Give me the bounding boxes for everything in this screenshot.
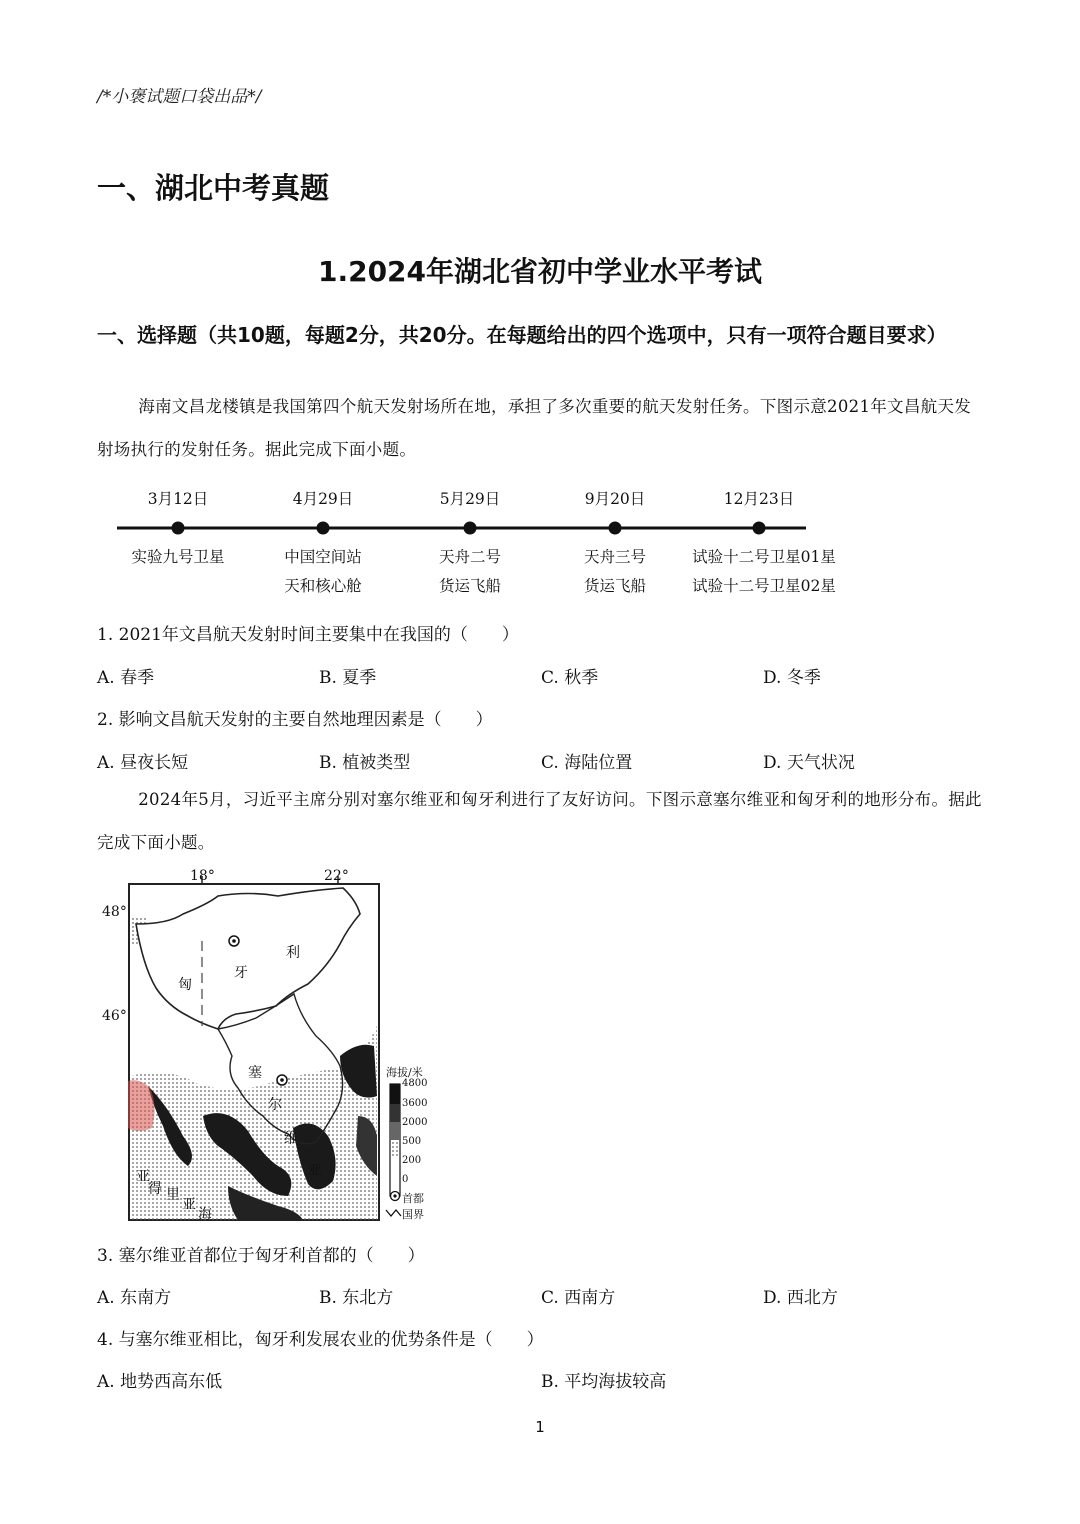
map-lat-46: 46° (102, 1008, 127, 1024)
question-1-option-c[interactable]: C. 秋季 (541, 668, 599, 688)
legend-value-4800: 4800 (402, 1078, 428, 1089)
timeline-label-4-line1: 天舟三号 (583, 548, 646, 566)
map-adriatic-char-2: 得 (148, 1181, 162, 1197)
question-2-option-c[interactable]: C. 海陆位置 (541, 753, 633, 773)
map-hungary-char-3: 利 (286, 945, 300, 961)
exam-title: 1.2024年湖北省初中学业水平考试 (317, 255, 763, 288)
part-title: 一、选择题（共10题，每题2分，共20分。在每题给出的四个选项中，只有一项符合题目要求） (97, 323, 947, 347)
question-3-stem: 3. 塞尔维亚首都位于匈牙利首都的（ ） (97, 1246, 425, 1266)
watermark-text: /*小褒试题口袋出品*/ (97, 87, 262, 107)
question-3-option-d[interactable]: D. 西北方 (763, 1288, 838, 1308)
timeline-label-4-line2: 货运飞船 (583, 577, 646, 595)
map-hungary-char-1: 匈 (178, 977, 192, 993)
map-adriatic-char-1: 亚 (136, 1169, 150, 1185)
legend-value-500: 500 (402, 1136, 422, 1147)
legend-value-0: 0 (402, 1174, 409, 1185)
question-1-option-a[interactable]: A. 春季 (97, 668, 155, 688)
timeline-label-5 (679, 543, 849, 601)
legend-border-label: 国界 (402, 1208, 424, 1221)
question-4-option-b[interactable]: B. 平均海拔较高 (541, 1372, 667, 1392)
question-3-option-b[interactable]: B. 东北方 (319, 1288, 394, 1308)
legend-title: 海拔/米 (386, 1066, 423, 1079)
map-serbia-char-2: 尔 (268, 1097, 282, 1113)
timeline-dot-1 (172, 522, 185, 535)
timeline-label-3-line1: 天舟二号 (438, 548, 501, 566)
question-2-stem: 2. 影响文昌航天发射的主要自然地理因素是（ ） (97, 710, 493, 730)
question-3-option-c[interactable]: C. 西南方 (541, 1288, 616, 1308)
timeline-date-4: 9月20日 (584, 490, 646, 508)
timeline-label-2-line1: 中国空间站 (284, 548, 362, 566)
section-title: 一、湖北中考真题 (97, 171, 330, 205)
map-lon-22: 22° (324, 868, 349, 884)
timeline-dot-3 (464, 522, 477, 535)
timeline-dot-4 (609, 522, 622, 535)
timeline-date-3: 5月29日 (439, 490, 501, 508)
question-1-stem: 1. 2021年文昌航天发射时间主要集中在我国的（ ） (97, 625, 519, 645)
timeline-label-5-line2: 试验十二号卫星02星 (692, 577, 836, 595)
map-lat-48: 48° (102, 904, 127, 920)
map-serbia-char-3: 维 (284, 1131, 298, 1147)
page-number: 1 (535, 1418, 545, 1436)
question-2-option-b[interactable]: B. 植被类型 (319, 753, 411, 773)
map-adriatic-char-3: 里 (166, 1187, 180, 1203)
question-2-option-a[interactable]: A. 昼夜长短 (97, 753, 189, 773)
passage-1: 海南文昌龙楼镇是我国第四个航天发射场所在地，承担了多次重要的航天发射任务。下图示意2021年文昌航天发射场执行的发射任务。据此完成下面小题。 (97, 397, 972, 459)
question-4-option-a[interactable]: A. 地势西高东低 (97, 1372, 223, 1392)
timeline-label-2-line2: 天和核心舱 (284, 577, 362, 595)
timeline-label-5-line1: 试验十二号卫星01星 (692, 548, 836, 566)
map-serbia-char-4: 亚 (308, 1163, 322, 1179)
timeline-date-2: 4月29日 (292, 490, 354, 508)
legend-capital-label: 首都 (402, 1192, 424, 1205)
question-2-option-d[interactable]: D. 天气状况 (763, 753, 855, 773)
map-lon-18: 18° (190, 868, 215, 884)
terrain-map-graphic (128, 866, 428, 1226)
map-adriatic-char-5: 海 (198, 1207, 212, 1223)
timeline-dot-5 (753, 522, 766, 535)
timeline-label-3-line2: 货运飞船 (438, 577, 501, 595)
legend-value-200: 200 (402, 1155, 422, 1166)
question-1-option-b[interactable]: B. 夏季 (319, 668, 377, 688)
question-4-stem: 4. 与塞尔维亚相比，匈牙利发展农业的优势条件是（ ） (97, 1330, 544, 1350)
map-adriatic-char-4: 亚 (182, 1197, 196, 1213)
timeline-label-1-line1: 实验九号卫星 (131, 548, 225, 566)
question-3-option-a[interactable]: A. 东南方 (97, 1288, 172, 1308)
terrain-map (102, 866, 428, 1226)
timeline-dot-2 (317, 522, 330, 535)
legend-value-2000: 2000 (402, 1117, 428, 1128)
passage-2: 2024年5月，习近平主席分别对塞尔维亚和匈牙利进行了友好访问。下图示意塞尔维亚和匈牙利的地形分布。据此完成下面小题。 (97, 790, 982, 852)
timeline-date-5: 12月23日 (723, 490, 795, 508)
map-hungary-char-2: 牙 (234, 965, 248, 981)
legend-border-icon (386, 1210, 401, 1216)
legend-value-3600: 3600 (402, 1098, 428, 1109)
map-serbia-char-1: 塞 (248, 1065, 262, 1081)
question-1-option-d[interactable]: D. 冬季 (763, 668, 821, 688)
timeline-label-4 (530, 543, 700, 601)
timeline-date-1: 3月12日 (147, 490, 209, 508)
timeline-label-2 (238, 543, 408, 601)
